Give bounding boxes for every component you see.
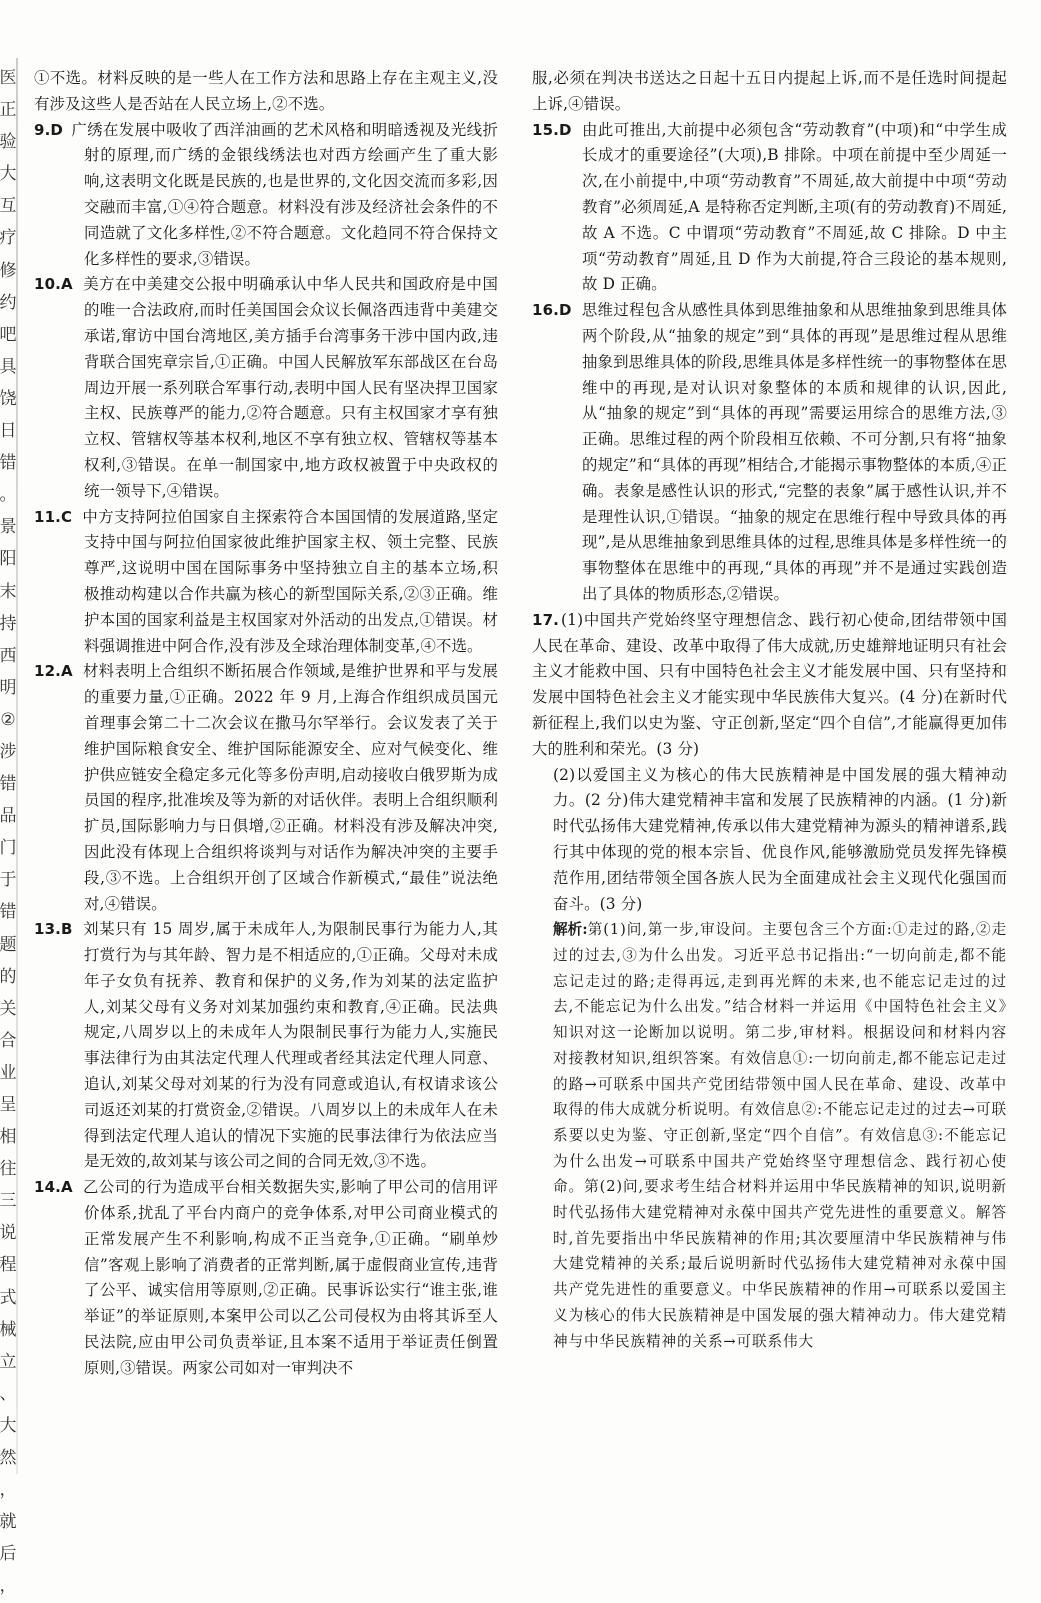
strip-char: 就 [0, 1512, 17, 1533]
strip-char: 业 [0, 1062, 17, 1083]
answer-number: 9.D [34, 120, 64, 139]
strip-char: 具 [0, 356, 17, 377]
strip-char: ， [0, 1480, 17, 1501]
strip-char: 错 [0, 902, 17, 923]
strip-char: 涉 [0, 741, 17, 762]
strip-char: 后 [0, 1544, 17, 1565]
answer-text: 刘某只有 15 周岁,属于未成年人,为限制民事行为能力人,其打赏行为与其年龄、智力是不相适应的,①正确。父母对未成年子女负有抚养、教育和保护的义务,作为刘某的法定监护人,刘某父母有义务对刘某加强约束和教育,④正确。民法典规定,八周岁以上的未成年人为限制民事行为能力人,实施民事法律行为由其法定代理人代理或者经其法定代理人同意、追认,刘某父母对刘某的行为没有同意或追认,有权请求该公司返还刘某的打赏资金,②错误。八周岁以上的未成年人在未得到法定代理人追认的情况下实施的民事法律行为依法应当是无效的,故刘某与该公司之间的合同无效,③不选。 [82, 920, 498, 1171]
answer-number: 14.A [34, 1178, 73, 1197]
answer-10 [34, 272, 498, 504]
answer-8-continuation: ①不选。材料反映的是一些人在工作方法和思路上存在主观主义,没有涉及这些人是否站在人民立场上,②不选。 [34, 69, 498, 113]
strip-char: 门 [0, 838, 17, 859]
strip-char: 。 [0, 485, 17, 506]
answer-number: 10.A [34, 275, 73, 294]
strip-char: 错 [0, 453, 17, 474]
strip-char: 于 [0, 870, 17, 891]
strip-char: 立 [0, 1351, 17, 1372]
answer-text: 乙公司的行为造成平台相关数据失实,影响了甲公司的信用评价体系,扰乱了平台内商户的竞争体系,对甲公司商业模式的正常发展产生不利影响,构成不正当竞争,①正确。“刷单炒信”客观上影响了消费者的正常判断,属于虚假商业宣传,违背了公平、诚实信用等原则,②正确。民事诉讼实行“谁主张,谁举证”的举证原则,本案甲公司以乙公司侵权为由将其诉至人民法院,应由甲公司负责举证,且本案不适用于举证责任倒置原则,③错误。两家公司如对一审判决不 [82, 1178, 498, 1377]
answer-text: (1)中国共产党始终坚守理想信念、践行初心使命,团结带领中国人民在革命、建设、改革中取得了伟大成就,历史雄辩地证明只有社会主义才能救中国、只有中国特色社会主义才能发展中国、只有坚持和发展中国特色社会主义才能实现中华民族伟大复兴。(4 分)在新时代新征程上,我们以史为鉴、守正创新,坚定“四个自信”,才能赢得更加伟大的胜利和荣光。(3 分) [532, 610, 1007, 758]
strip-char: 呈 [0, 1095, 17, 1115]
answer-16 [532, 298, 1007, 608]
strip-char: 疗 [0, 228, 17, 249]
strip-char: 关 [0, 998, 17, 1019]
answer-text: 思维过程包含从感性具体到思维抽象和从思维抽象到思维具体两个阶段,从“抽象的规定”到“具体的再现”是思维过程从思维抽象到思维具体的阶段,思维具体是多样性统一的事物整体在思维中的再现,是对认识对象整体的本质和规律的认识,因此,从“抽象的规定”到“具体的再现”需要运用综合的思维方法,③正确。思维过程的两个阶段相互依赖、不可分割,只有将“抽象的规定”和“具体的再现”相结合,才能揭示事物整体的本质,④正确。表象是感性认识的形式,“完整的表象”属于感性认识,并不是理性认识,①错误。“抽象的规定在思维行程中导致具体的再现”,是从思维抽象到思维具体的过程,思维具体是多样性统一的事物整体在思维中的再现,“具体的再现”并不是通过实践创造出了具体的物质形态,②错误。 [581, 301, 1007, 603]
answer-17-analysis [532, 917, 1007, 1354]
answer-text: 中方支持阿拉伯国家自主探索符合本国国情的发展道路,坚定支持中国与阿拉伯国家彼此维护国家主权、领土完整、民族尊严,这说明中国在国际事务中坚持独立自主的基本立场,积极推动构建以合作共赢为核心的新型国际关系,②③正确。维护本国的国家利益是主权国家对外活动的出发点,①错误。材料强调推进中阿合作,没有涉及全球治理体制变革,④不选。 [82, 507, 498, 655]
answer-number: 16.D [532, 301, 572, 320]
strip-char: 阳 [0, 549, 17, 570]
strip-char: 医 [0, 68, 17, 88]
strip-char: 的 [0, 966, 17, 987]
answer-number: 11.C [34, 507, 73, 526]
left-edge-strip [0, 62, 16, 1603]
strip-char: 程 [0, 1255, 17, 1276]
strip-char: 明 [0, 677, 17, 698]
analysis-label: 解析: [553, 921, 588, 939]
strip-char: 西 [0, 645, 17, 666]
strip-char: 大 [0, 1415, 17, 1436]
strip-char: 合 [0, 1030, 17, 1051]
strip-char: 互 [0, 196, 17, 217]
strip-char: 错 [0, 774, 17, 795]
answer-text: 材料表明上合组织不断拓展合作领域,是维护世界和平与发展的重要力量,①正确。2022 年 9 月,上海合作组织成员国元首理事会第二十二次会议在撒马尔罕举行。会议发表了关于维护国际粮食安全、维护国际能源安全、应对气候变化、维护供应链安全稳定多元化等多份声明,启动接收白俄罗斯为成员国的程序,批准埃及等为新的对话伙伴。表明上合组织顺利扩员,国际影响力与日俱增,②正确。材料没有涉及解决冲突,因此没有体现上合组织将谈判与对话作为解决冲突的主要手段,③不选。上合组织开创了区域合作新模式,“最佳”说法绝对,④错误。 [82, 662, 498, 913]
strip-char: 约 [0, 292, 17, 313]
strip-char: 吧 [0, 324, 17, 345]
answer-17-part-1 [532, 608, 1007, 763]
strip-char: ， [0, 1576, 17, 1597]
strip-char: ② [0, 709, 16, 730]
strip-char: 景 [0, 517, 17, 538]
answer-12 [34, 659, 498, 917]
answer-number: 12.A [34, 662, 73, 681]
strip-char: 题 [0, 934, 17, 955]
strip-char: 、 [0, 1383, 17, 1404]
answer-11 [34, 505, 498, 660]
strip-char: 日 [0, 421, 17, 442]
answer-number: 15.D [532, 120, 572, 139]
strip-char: 修 [0, 260, 17, 281]
right-column [532, 66, 1007, 1354]
answer-17-part-2: (2)以爱国主义为核心的伟大民族精神是中国发展的强大精神动力。(2 分)伟大建党精神丰富和发展了民族精神的内涵。(1 分)新时代弘扬伟大建党精神,传承以伟大建党精神为源头的精神谱系,践行其中体现的党的根本宗旨、优良作风,能够激励党员发挥先锋模范作用,团结带领全国各族人民为全面建成社会主义现代化强国而奋斗。(3 分) [553, 765, 1007, 913]
answer-number: 13.B [34, 920, 73, 939]
page-gutter [16, 58, 18, 1474]
answer-text: 广绣在发展中吸收了西洋油画的艺术风格和明暗透视及光线折射的原理,而广绣的金银线绣法也对西方绘画产生了重大影响,这表明文化既是民族的,也是世界的,文化因交流而多彩,因交融而丰富,①④符合题意。材料没有涉及经济社会条件的不同造就了文化多样性,②不符合题意。文化趋同不符合保持文化多样性的要求,③错误。 [71, 120, 498, 268]
answer-14 [34, 1175, 498, 1381]
strip-char: 式 [0, 1287, 17, 1308]
answer-9 [34, 118, 498, 273]
strip-char: 三 [0, 1191, 17, 1212]
strip-char: 末 [0, 581, 17, 602]
strip-char: 往 [0, 1159, 17, 1180]
strip-char: 械 [0, 1319, 17, 1340]
strip-char: 验 [0, 132, 17, 153]
strip-char: 持 [0, 613, 17, 634]
answer-15 [532, 118, 1007, 299]
left-column [34, 66, 498, 1382]
strip-char: 正 [0, 100, 17, 121]
strip-char: 说 [0, 1223, 17, 1244]
strip-char: 品 [0, 806, 17, 827]
strip-char: 相 [0, 1127, 17, 1148]
answer-text: 由此可推出,大前提中必须包含“劳动教育”(中项)和“中学生成长成才的重要途径”(大项),B 排除。中项在前提中至少周延一次,在小前提中,中项“劳动教育”不周延,故大前提中中项“劳动教育”必须周延,A 是特称否定判断,主项(有的劳动教育)不周延,故 A 不选。C 中谓项“劳动教育”不周延,故 C 排除。D 中主项“劳动教育”周延,且 D 作为大前提,符合三段论的基本规则,故 D 正确。 [581, 120, 1007, 294]
answer-14-continuation: 服,必须在判决书送达之日起十五日内提起上诉,而不是任选时间提起上诉,④错误。 [532, 69, 1007, 113]
strip-char: 然 [0, 1448, 17, 1469]
analysis-text: 第(1)问,第一步,审设问。主要包含三个方面:①走过的路,②走过的过去,③为什么出发。习近平总书记指出:“一切向前走,都不能忘记走过的路;走得再远,走到再光辉的未来,也不能忘记走过的过去,不能忘记为什么出发。”结合材料一并运用《中国特色社会主义》知识对这一论断加以说明。第二步,审材料。根据设问和材料内容对接教材知识,组织答案。有效信息①:一切向前走,都不能忘记走过的路→可联系中国共产党团结带领中国人民在革命、建设、改革中取得的伟大成就分析说明。有效信息②:不能忘记走过的过去→可联系要以史为鉴、守正创新,坚定“四个自信”。有效信息③:不能忘记为什么出发→可联系中国共产党始终坚守理想信念、践行初心使命。第(2)问,要求考生结合材料并运用中华民族精神的知识,说明新时代弘扬伟大建党精神对永葆中国共产党先进性的重要意义。解答时,首先要指出中华民族精神的作用;其次要厘清中华民族精神与伟大建党精神的关系;最后说明新时代弘扬伟大建党精神对永葆中国共产党先进性的重要意义。中华民族精神的作用→可联系以爱国主义为核心的伟大民族精神是中国发展的强大精神动力。伟大建党精神与中华民族精神的关系→可联系伟大 [553, 921, 1007, 1350]
strip-char: 大 [0, 164, 17, 185]
answer-13 [34, 917, 498, 1175]
answer-text: 美方在中美建交公报中明确承认中华人民共和国政府是中国的唯一合法政府,而时任美国国会众议长佩洛西违背中美建交承诺,窜访中国台湾地区,美方插手台湾事务干涉中国内政,违背联合国宪章宗旨,①正确。中国人民解放军东部战区在台岛周边开展一系列联合军事行动,表明中国人民有坚决捍卫国家主权、民族尊严的能力,②符合题意。只有主权国家才享有独立权、管辖权等基本权利,地区不享有独立权、管辖权等基本权利,③错误。在单一制国家中,地方政权被置于中央政权的统一领导下,④错误。 [82, 275, 498, 500]
answer-number: 17. [532, 610, 560, 629]
strip-char: 饶 [0, 388, 17, 409]
